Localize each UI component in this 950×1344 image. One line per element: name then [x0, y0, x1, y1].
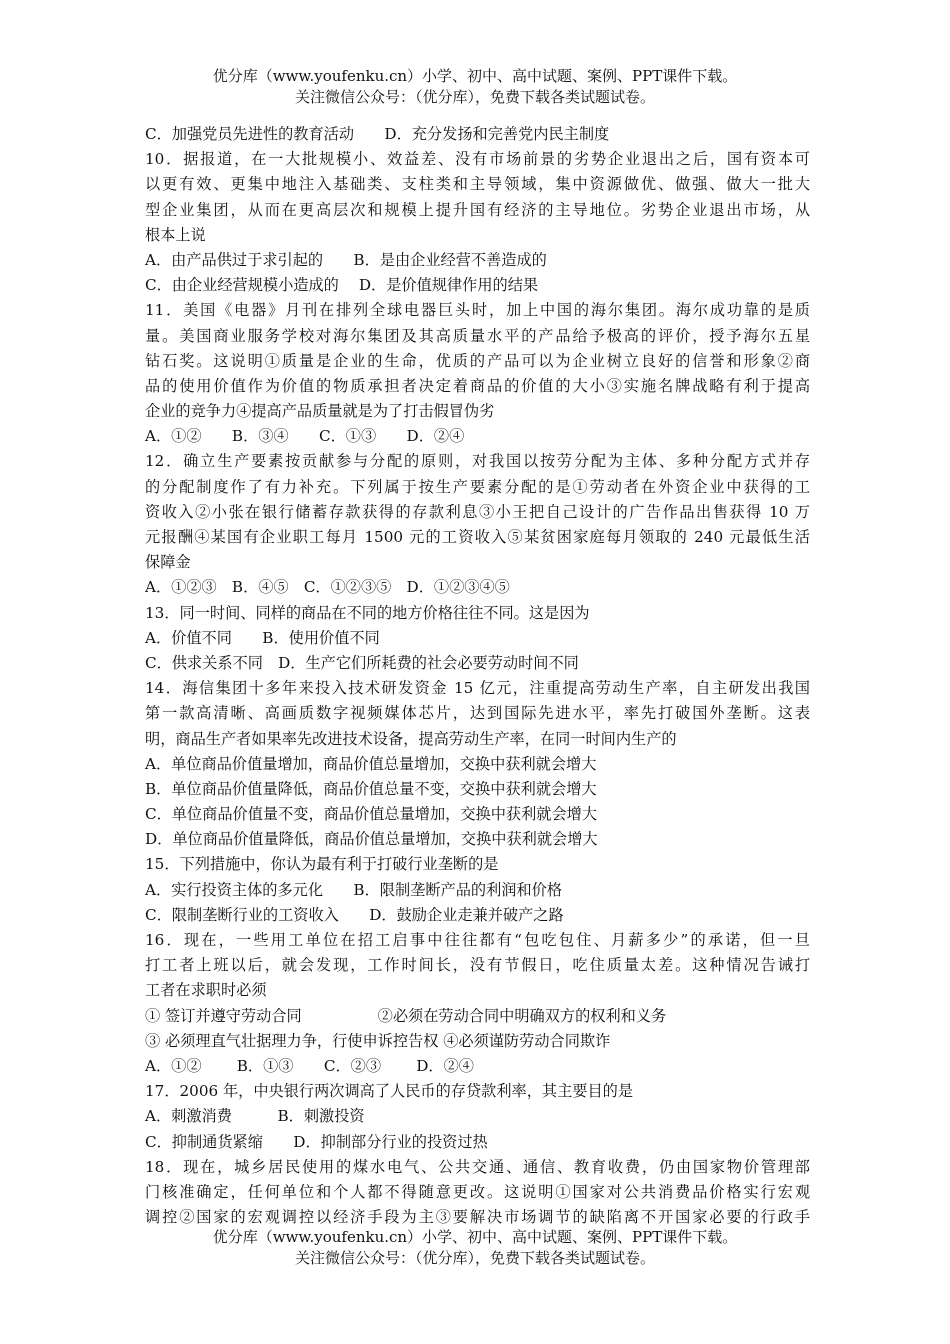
text-line: A．单位商品价值量增加，商品价值总量增加，交换中获利就会增大 [145, 754, 597, 773]
text-line: 16．现在，一些用工单位在招工启事中往往都有“包吃包住、月薪多少”的承诺，但一旦 [145, 931, 810, 949]
text-line: 元报酬④某国有企业职工每月 1500 元的工资收入⑤某贫困家庭每月领取的 240 元最低生活 [145, 528, 810, 546]
text-line: 打工者上班以后，就会发现，工作时间长，没有节假日，吃住质量太差。这种情况告诫打 [145, 956, 810, 975]
text-line: C．加强党员先进性的教育活动 D．充分发扬和完善党内民主制度 [145, 125, 610, 143]
text-line: 保障金 [145, 553, 191, 572]
text-line: 工者在求职时必须 [145, 981, 267, 1000]
text-line: 明，商品生产者如果率先改进技术设备，提高劳动生产率，在同一时间内生产的 [145, 729, 677, 748]
text-line: 调控②国家的宏观调控以经济手段为主③要解决市场调节的缺陷离不开国家必要的行政手 [145, 1208, 810, 1227]
text-line: 根本上说 [145, 225, 206, 244]
text-line: 18．现在，城乡居民使用的煤水电气、公共交通、通信、教育收费，仍由国家物价管理部 [145, 1157, 810, 1176]
text-line: D．单位商品价值量降低，商品价值总量增加，交换中获利就会增大 [145, 830, 598, 849]
text-line: 14．海信集团十多年来投入技术研发资金 15 亿元，注重提高劳动生产率，自主研发出我国 [145, 679, 810, 698]
text-line: A．①② B．①③ C．②③ D．②④ [145, 1056, 474, 1075]
footer-line-1: 优分库（www.youfenku.cn）小学、初中、高中试题、案例、PPT课件下载。 [212, 1228, 738, 1246]
text-line: C．单位商品价值量不变，商品价值总量增加，交换中获利就会增大 [145, 805, 598, 824]
text-line: 11．美国《电器》月刊在排列全球电器巨头时，加上中国的海尔集团。海尔成功靠的是质 [145, 301, 810, 320]
text-line: A．①② B．③④ C．①③ D．②④ [145, 427, 465, 446]
text-line: 企业的竞争力④提高产品质量就是为了打击假冒伪劣 [145, 402, 495, 421]
text-line: 10．据报道，在一大批规模小、效益差、没有市场前景的劣势企业退出之后，国有资本可 [145, 150, 810, 169]
text-line: A．①②③ B．④⑤ C．①②③⑤ D．①②③④⑤ [145, 578, 510, 597]
text-line: 钻石奖。这说明①质量是企业的生命，优质的产品可以为企业树立良好的信誉和形象②商 [145, 351, 810, 370]
text-line: 以更有效、更集中地注入基础类、支柱类和主导领域，集中资源做优、做强、做大一批大 [145, 175, 810, 194]
text-line: C．供求关系不同 D．生产它们所耗费的社会必要劳动时间不同 [145, 653, 579, 672]
text-line: 品的使用价值作为价值的物质承担者决定着商品的价值的大小③实施名牌战略有利于提高 [145, 376, 810, 395]
text-line: 门核准确定，任何单位和个人都不得随意更改。这说明①国家对公共消费品价格实行宏观 [145, 1182, 810, 1201]
text-line: B．单位商品价值量降低，商品价值总量不变，交换中获利就会增大 [145, 779, 597, 798]
text-line: C．限制垄断行业的工资收入 D．鼓励企业走兼并破产之路 [145, 905, 564, 924]
header-line-1: 优分库（www.youfenku.cn）小学、初中、高中试题、案例、PPT课件下载。 [212, 67, 738, 85]
question-content [145, 122, 810, 1230]
text-line: A．由产品供过于求引起的 B．是由企业经营不善造成的 [145, 250, 547, 269]
text-line: 15．下列措施中，你认为最有利于打破行业垄断的是 [145, 855, 499, 874]
header-line-2: 关注微信公众号：（优分库），免费下载各类试题试卷。 [294, 88, 655, 106]
text-line: A．刺激消费 B．刺激投资 [145, 1107, 365, 1126]
page-header [0, 66, 950, 108]
page-footer [0, 1227, 950, 1269]
text-line: ① 签订并遵守劳动合同 ②必须在劳动合同中明确双方的权利和义务 [145, 1006, 667, 1025]
footer-line-2: 关注微信公众号：（优分库），免费下载各类试题试卷。 [294, 1249, 655, 1267]
text-line: C．抑制通货紧缩 D．抑制部分行业的投资过热 [145, 1132, 488, 1151]
text-line: 12．确立生产要素按贡献参与分配的原则，对我国以按劳分配为主体、多种分配方式并存 [145, 452, 810, 471]
text-line: 第一款高清晰、高画质数字视频媒体芯片，达到国际先进水平，率先打破国外垄断。这表 [145, 704, 810, 723]
text-line: A．实行投资主体的多元化 B．限制垄断产品的利润和价格 [145, 880, 563, 899]
text-line: 17．2006 年，中央银行两次调高了人民币的存贷款利率，其主要目的是 [145, 1082, 634, 1101]
text-line: C．由企业经营规模小造成的 D．是价值规律作用的结果 [145, 276, 539, 295]
text-line: ③ 必须理直气壮据理力争，行使申诉控告权 ④必须谨防劳动合同欺诈 [145, 1031, 611, 1050]
text-line: 13．同一时间、同样的商品在不同的地方价格往往不同。这是因为 [145, 603, 590, 622]
text-line: 型企业集团，从而在更高层次和规模上提升国有经济的主导地位。劣势企业退出市场，从 [145, 200, 810, 219]
text-line: A．价值不同 B．使用价值不同 [145, 628, 380, 647]
text-line: 的分配制度作了有力补充。下列属于按生产要素分配的是①劳动者在外资企业中获得的工 [145, 477, 810, 496]
text-line: 资收入②小张在银行储蓄存款获得的存款利息③小王把自己设计的广告作品出售获得 10 万 [145, 502, 810, 521]
text-line: 量。美国商业服务学校对海尔集团及其高质量水平的产品给予极高的评价，授予海尔五星 [145, 326, 810, 345]
